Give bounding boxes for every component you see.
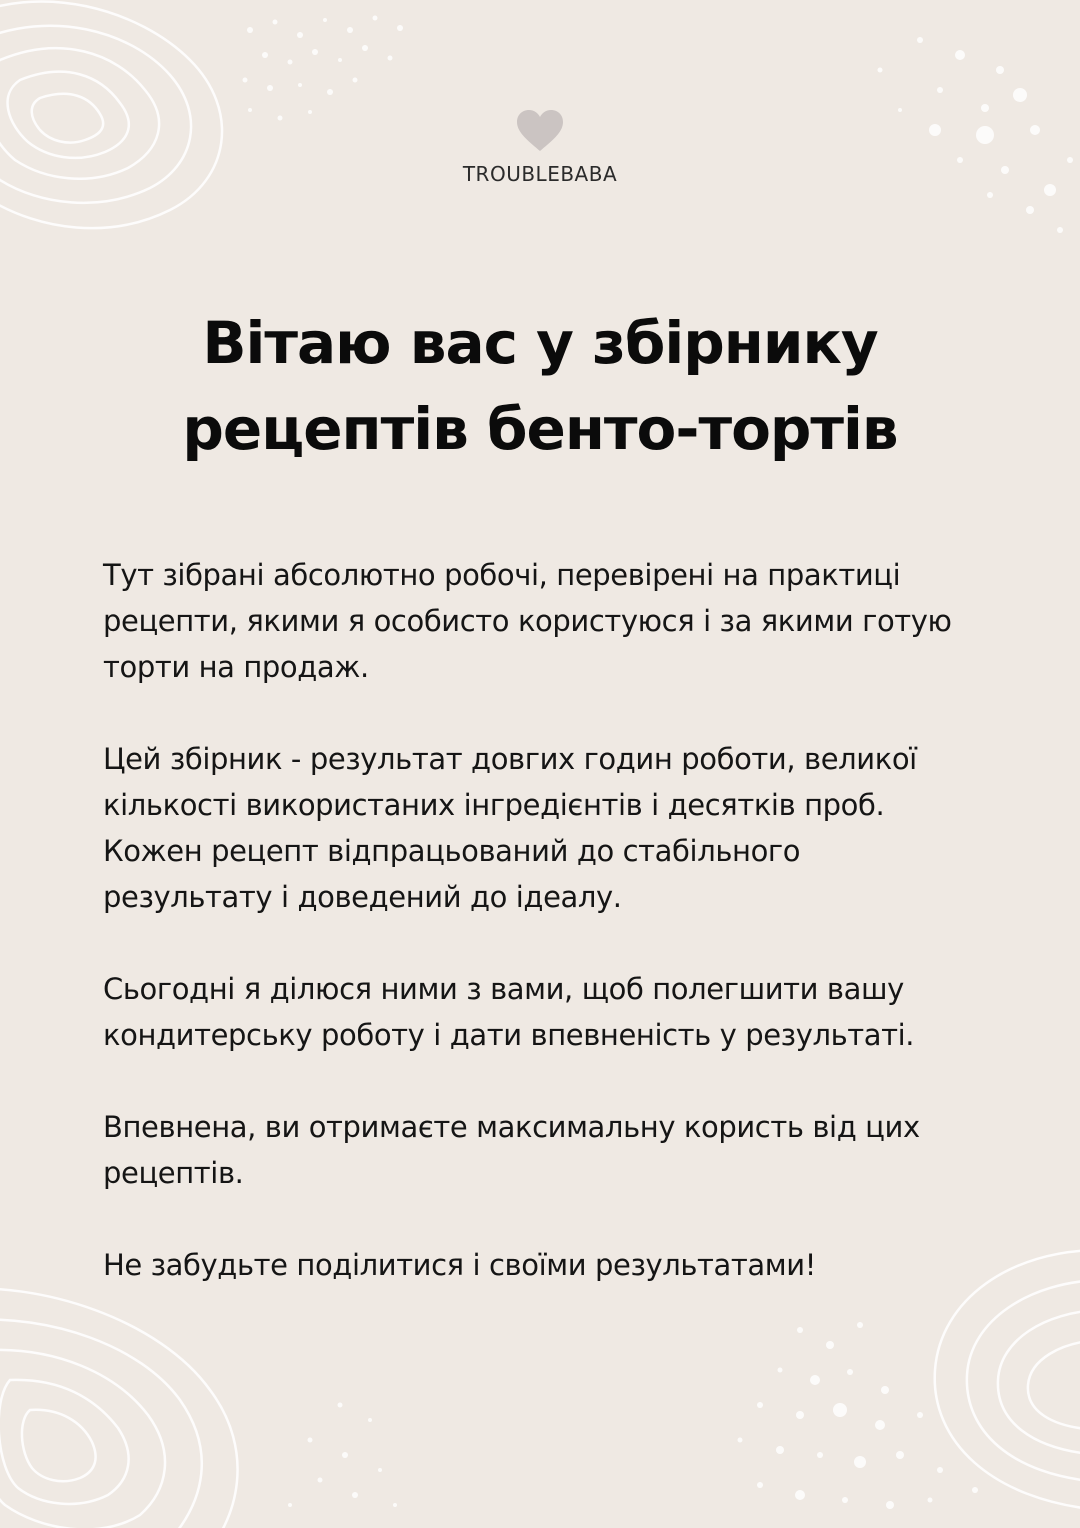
paragraph bbox=[103, 736, 1003, 920]
bottom-dots bbox=[288, 1322, 978, 1509]
brand-name: TROUBLEBABA bbox=[462, 162, 618, 186]
top-left-contour-lines bbox=[0, 1, 222, 228]
paragraph-line: кондитерську роботу і дати впевненість у результаті. bbox=[103, 1018, 915, 1052]
heart-icon bbox=[517, 110, 563, 152]
paragraph-line: Не забудьте поділитися і своїми результатами! bbox=[103, 1248, 816, 1282]
paragraph bbox=[103, 1242, 1003, 1288]
paragraph-line: Тут зібрані абсолютно робочі, перевірені на практиці bbox=[103, 558, 901, 592]
paragraph-line: рецепти, якими я особисто користуюся і за якими готую bbox=[103, 604, 952, 638]
paragraph-line: Кожен рецепт відпрацьований до стабільного bbox=[103, 834, 801, 868]
paragraph-line: Цей збірник - результат довгих годин роботи, великої bbox=[103, 742, 917, 776]
paragraph-line: кількості використаних інгредієнтів і десятків проб. bbox=[103, 788, 885, 822]
paragraph bbox=[103, 966, 1003, 1058]
title-line: рецептів бенто-тортів bbox=[182, 395, 898, 463]
paragraph-line: результату і доведений до ідеалу. bbox=[103, 880, 622, 914]
title-line: Вітаю вас у збірнику bbox=[202, 309, 878, 377]
paragraph-line: Впевнена, ви отримаєте максимальну користь від цих bbox=[103, 1110, 920, 1144]
paragraph-line: рецептів. bbox=[103, 1156, 244, 1190]
paragraph-line: торти на продаж. bbox=[103, 650, 369, 684]
intro-text bbox=[103, 552, 1003, 1334]
paragraph-line: Сьогодні я ділюся ними з вами, щоб полегшити вашу bbox=[103, 972, 904, 1006]
paragraph bbox=[103, 1104, 1003, 1196]
top-dots bbox=[243, 16, 1074, 234]
page-title bbox=[60, 300, 1020, 472]
paragraph bbox=[103, 552, 1003, 690]
